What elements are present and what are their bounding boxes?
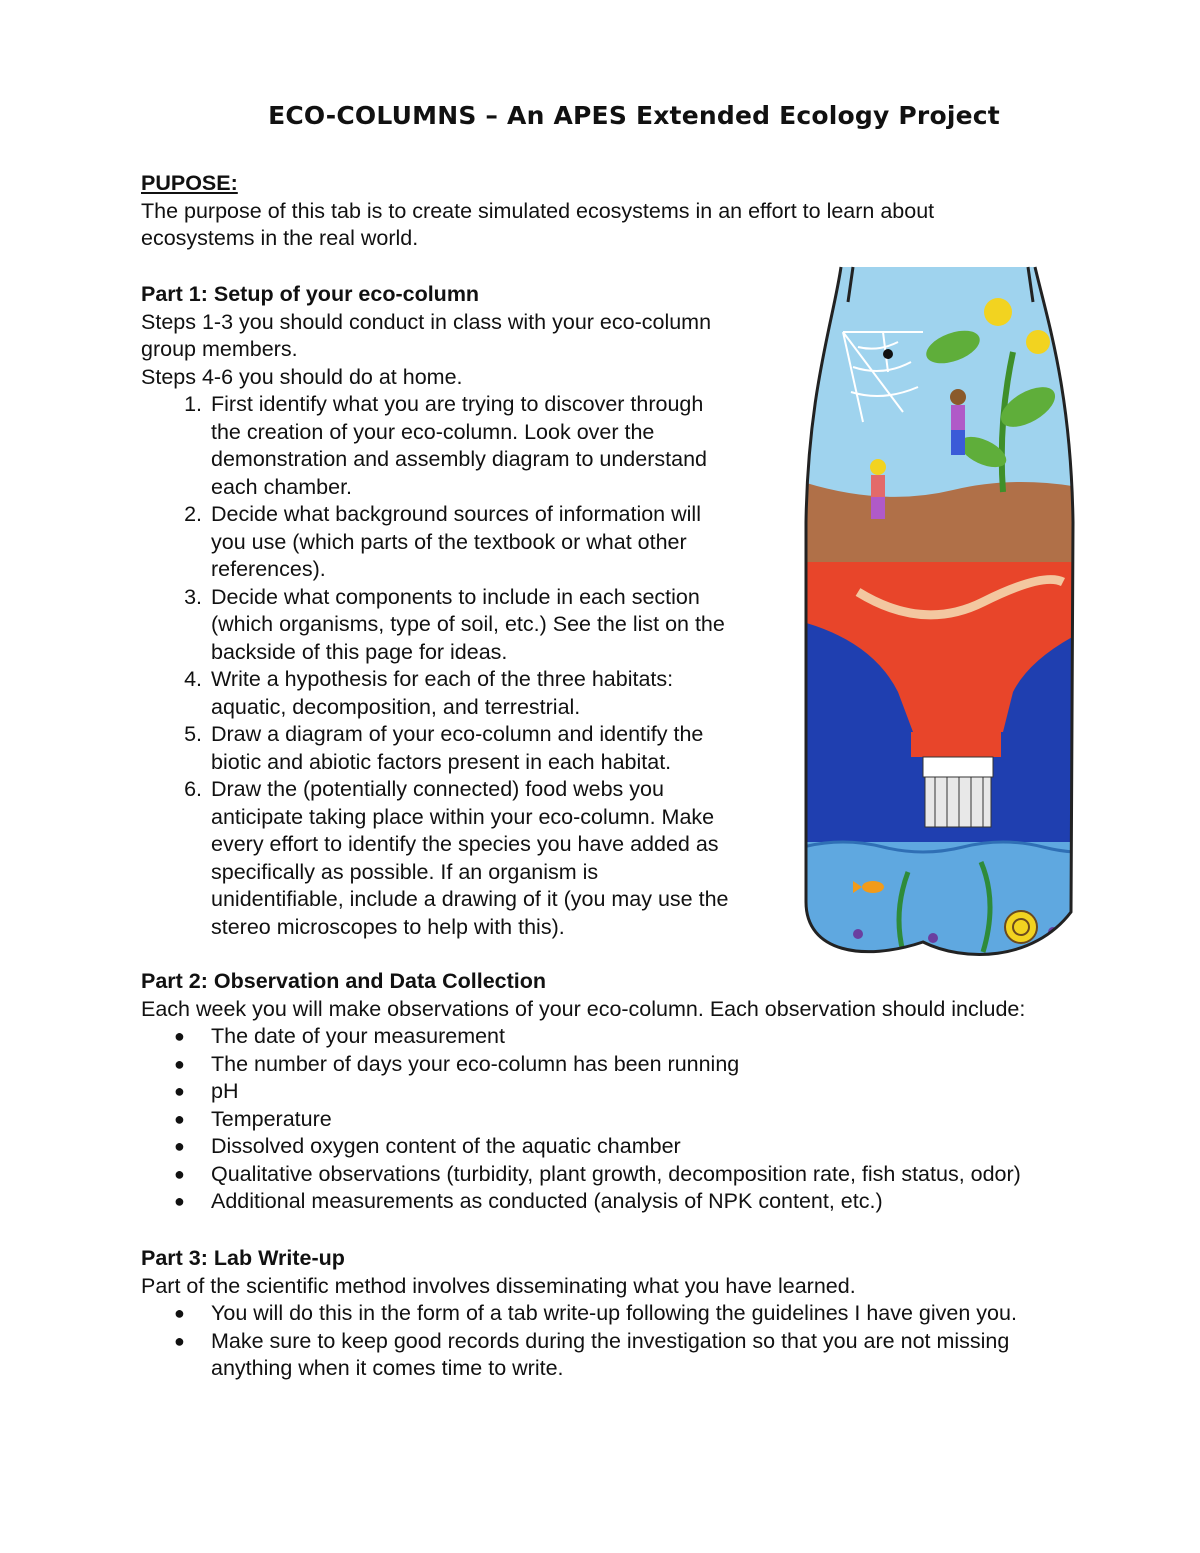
bullet-icon: ●	[174, 1081, 185, 1101]
observation-item	[141, 1078, 1141, 1106]
step-item	[141, 584, 791, 667]
chamber-neck	[911, 732, 1001, 757]
part2-heading: Part 2: Observation and Data Collection	[141, 969, 547, 993]
step-text-line: unidentifiable, include a drawing of it (you may use the	[211, 887, 729, 911]
purpose-heading: PUPOSE:	[141, 171, 238, 195]
step-text-line: Decide what components to include in each section	[211, 584, 700, 609]
step-text-line: you use (which parts of the textbook or what other	[211, 529, 687, 554]
step-number: 4.	[184, 667, 202, 691]
step-text-line: references).	[211, 557, 326, 581]
part2-intro: Each week you will make observations of your eco-column. Each observation should include:	[141, 996, 1026, 1021]
part2-bullet-list	[141, 1023, 1141, 1216]
bullet-icon: ●	[174, 1191, 185, 1211]
part1-heading: Part 1: Setup of your eco-column	[141, 282, 480, 306]
part3-heading: Part 3: Lab Write-up	[141, 1246, 345, 1270]
step-item	[141, 501, 791, 584]
part2-section	[141, 968, 1141, 1216]
part1-intro-line: Steps 4-6 you should do at home.	[141, 364, 463, 389]
step-text-line: Write a hypothesis for each of the three habitats:	[211, 667, 674, 691]
step-text-line: every effort to identify the species you have added as	[211, 832, 719, 856]
step-text-line: (which organisms, type of soil, etc.) See the list on the	[211, 612, 725, 636]
step-text-line: demonstration and assembly diagram to understand	[211, 447, 707, 471]
part1-intro-line: group members.	[141, 337, 298, 361]
writeup-item	[141, 1300, 1141, 1328]
observation-text: The number of days your eco-column has been running	[211, 1051, 740, 1076]
step-item	[141, 666, 791, 721]
fish-icon	[862, 881, 884, 893]
step-text-line: anticipate taking place within your eco-column. Make	[211, 804, 715, 829]
bullet-icon: ●	[174, 1026, 185, 1046]
observation-text: The date of your measurement	[211, 1024, 505, 1048]
step-number: 5.	[184, 722, 202, 746]
observation-text: pH	[211, 1079, 239, 1103]
step-text-line: First identify what you are trying to discover through	[211, 392, 704, 416]
part1-section	[141, 281, 791, 941]
observation-item	[141, 1188, 1141, 1216]
observation-item	[141, 1051, 1141, 1079]
bullet-icon: ●	[174, 1053, 185, 1074]
observation-item	[141, 1133, 1141, 1161]
soil-layer	[803, 482, 1103, 562]
aquatic-chamber	[803, 842, 1103, 962]
bottle-cap-ridges	[925, 777, 991, 827]
purpose-text-line: ecosystems in the real world.	[141, 226, 419, 250]
observation-text: Temperature	[211, 1106, 332, 1131]
writeup-text-line: Make sure to keep good records during the investigation so that you are not missing	[211, 1328, 1010, 1353]
step-text-line: backside of this page for ideas.	[211, 639, 508, 664]
flower-icon	[984, 298, 1012, 326]
part3-intro: Part of the scientific method involves disseminating what you have learned.	[141, 1273, 856, 1298]
document-title: ECO-COLUMNS – An APES Extended Ecology Project	[268, 101, 1000, 130]
observation-item	[141, 1161, 1141, 1189]
step-text-line: each chamber.	[211, 474, 353, 499]
purpose-section	[141, 170, 934, 253]
part3-bullet-list	[141, 1300, 1141, 1383]
bullet-icon: ●	[174, 1303, 185, 1323]
writeup-text-line: anything when it comes time to write.	[211, 1356, 564, 1380]
step-number: 1.	[184, 392, 202, 416]
part1-intro-line: Steps 1-3 you should conduct in class with your eco-column	[141, 309, 712, 334]
observation-text: Qualitative observations (turbidity, plant growth, decomposition rate, fish status, odor)	[211, 1161, 1021, 1186]
step-text-line: aquatic, decomposition, and terrestrial.	[211, 694, 581, 719]
step-text-line: Draw a diagram of your eco-column and identify the	[211, 722, 704, 746]
part3-section	[141, 1245, 1141, 1383]
step-number: 3.	[184, 584, 202, 609]
step-number: 2.	[184, 502, 202, 526]
step-text-line: the creation of your eco-column. Look over the	[211, 419, 655, 444]
eco-column-illustration	[803, 262, 1103, 962]
observation-text: Dissolved oxygen content of the aquatic chamber	[211, 1134, 681, 1158]
bullet-icon: ●	[174, 1163, 185, 1184]
observation-item	[141, 1023, 1141, 1051]
purpose-text-line: The purpose of this tab is to create simulated ecosystems in an effort to learn about	[141, 198, 935, 223]
bullet-icon: ●	[174, 1136, 185, 1156]
step-text-line: biotic and abiotic factors present in each habitat.	[211, 749, 672, 774]
step-item	[141, 391, 791, 501]
flower-icon	[1026, 330, 1050, 354]
step-text-line: specifically as possible. If an organism is	[211, 859, 599, 884]
bullet-icon: ●	[174, 1108, 185, 1129]
step-text-line: Draw the (potentially connected) food webs you	[211, 777, 664, 801]
observation-text: Additional measurements as conducted (analysis of NPK content, etc.)	[211, 1189, 883, 1213]
bottle-cap	[923, 757, 993, 777]
writeup-item	[141, 1328, 1141, 1383]
bullet-icon: ●	[174, 1330, 185, 1351]
step-number: 6.	[184, 777, 202, 801]
observation-item	[141, 1106, 1141, 1134]
step-item	[141, 721, 791, 776]
step-text-line: stereo microscopes to help with this).	[211, 914, 565, 939]
step-item	[141, 776, 791, 941]
writeup-text-line: You will do this in the form of a tab write-up following the guidelines I have given you.	[211, 1301, 1017, 1325]
snail-icon	[1005, 911, 1037, 943]
step-text-line: Decide what background sources of information will	[211, 502, 701, 526]
part1-steps-list	[141, 391, 791, 941]
